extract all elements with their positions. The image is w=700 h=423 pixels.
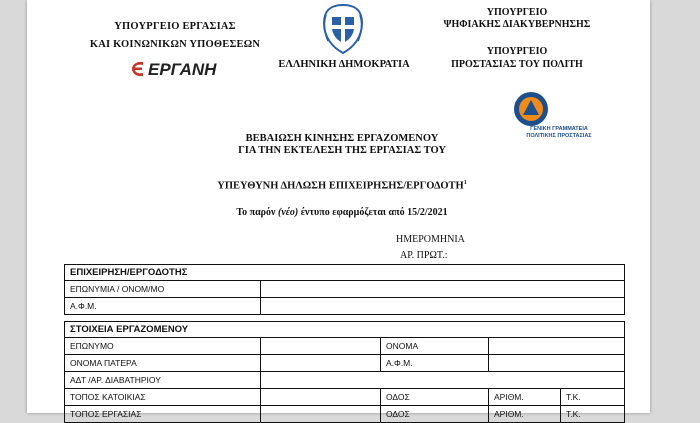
residence-number-label: ΑΡΙΘΜ. (489, 389, 561, 406)
validity-note (177, 207, 507, 218)
employee-heading-row (65, 322, 625, 338)
table-row (65, 355, 625, 372)
surname-field[interactable] (261, 338, 381, 355)
ministry-digital-line1: ΥΠΟΥΡΓΕΙΟ (486, 7, 548, 18)
employer-heading-row (65, 265, 625, 281)
civil-protection-logo-icon (513, 91, 549, 127)
civil-caption-line2: ΠΟΛΙΤΙΚΗΣ ΠΡΟΣΤΑΣΙΑΣ (526, 133, 592, 139)
ministry-labour-line1: ΥΠΟΥΡΓΕΙΟ ΕΡΓΑΣΙΑΣ (114, 21, 236, 32)
ministry-labour-header (70, 18, 280, 54)
table-row (65, 281, 625, 298)
employer-section-heading: ΕΠΙΧΕΙΡΗΣΗ/ΕΡΓΟΔΟΤΗΣ (65, 265, 625, 281)
employer-afm-label: Α.Φ.Μ. (65, 298, 261, 315)
document-title (177, 133, 507, 157)
hellenic-republic-label: ΕΛΛΗΝΙΚΗ ΔΗΜΟΚΡΑΤΙΑ (278, 59, 410, 70)
company-name-field[interactable] (261, 281, 625, 298)
first-name-label: ΟΝΟΜΑ (381, 338, 489, 355)
first-name-field[interactable] (489, 338, 625, 355)
residence-label: ΤΟΠΟΣ ΚΑΤΟΙΚΙΑΣ (65, 389, 261, 406)
ministry-citizen-line1: ΥΠΟΥΡΓΕΙΟ (486, 46, 548, 57)
validity-note-suffix: έντυπο εφαρμόζεται από 15/2/2021 (300, 207, 448, 218)
greek-coat-of-arms-icon (318, 3, 368, 55)
ergani-logo-text: ΕΡΓΑΝΗ (148, 60, 217, 79)
table-row (65, 372, 625, 389)
residence-street-label: ΟΔΟΣ (381, 389, 489, 406)
father-name-field[interactable] (261, 355, 381, 372)
employer-table (64, 264, 625, 315)
date-label: ΗΜΕΡΟΜΗΝΙΑ (396, 234, 465, 245)
father-name-label: ΟΝΟΜΑ ΠΑΤΕΡΑ (65, 355, 261, 372)
surname-label: ΕΠΩΝΥΜΟ (65, 338, 261, 355)
ministry-digital-line2: ΨΗΦΙΑΚΗΣ ΔΙΑΚΥΒΕΡΝΗΣΗΣ (443, 19, 591, 30)
ergani-logo (130, 60, 230, 82)
civil-protection-caption (499, 126, 619, 140)
id-number-field[interactable] (261, 372, 625, 389)
id-number-label: ΑΔΤ /ΑΡ. ΔΙΑΒΑΤΗΡΙΟΥ (65, 372, 261, 389)
validity-note-new: (νέο) (277, 207, 299, 218)
workplace-street-label: ΟΔΟΣ (381, 406, 489, 423)
residence-field[interactable] (261, 389, 381, 406)
ministry-citizen-line2: ΠΡΟΣΤΑΣΙΑΣ ΤΟΥ ΠΟΛΙΤΗ (451, 59, 583, 70)
workplace-number-label: ΑΡΙΘΜ. (489, 406, 561, 423)
validity-note-prefix: Το παρόν (236, 207, 276, 218)
workplace-field[interactable] (261, 406, 381, 423)
document-subtitle-text: ΥΠΕΥΘΥΝΗ ΔΗΛΩΣΗ ΕΠΙΧΕΙΡΗΣΗΣ/ΕΡΓΟΔΟΤΗ (217, 180, 464, 192)
ministry-labour-line2: ΚΑΙ ΚΟΙΝΩΝΙΚΩΝ ΥΠΟΘΕΣΕΩΝ (89, 39, 261, 50)
employee-table (64, 321, 625, 423)
workplace-label: ΤΟΠΟΣ ΕΡΓΑΣΙΑΣ (65, 406, 261, 423)
table-row (65, 338, 625, 355)
document-page (27, 0, 650, 419)
employee-section-heading: ΣΤΟΙΧΕΙΑ ΕΡΓΑΖΟΜΕΝΟΥ (65, 322, 625, 338)
subtitle-footnote-marker: 1 (463, 180, 467, 186)
employee-afm-label: Α.Φ.Μ. (381, 355, 489, 372)
employer-afm-field[interactable] (261, 298, 625, 315)
protocol-number-label: ΑΡ. ΠΡΩΤ.: (400, 250, 448, 261)
workplace-postcode-label: Τ.Κ. (561, 406, 625, 423)
ministry-digital-header (422, 7, 612, 31)
table-row (65, 406, 625, 423)
table-row (65, 389, 625, 406)
document-title-line1: ΒΕΒΑΙΩΣΗ ΚΙΝΗΣΗΣ ΕΡΓΑΖΟΜΕΝΟΥ (245, 133, 439, 144)
ministry-citizen-protection-header (422, 45, 612, 71)
civil-caption-line1: ΓΕΝΙΚΗ ΓΡΑΜΜΑΤΕΙΑ (530, 126, 588, 132)
residence-postcode-label: Τ.Κ. (561, 389, 625, 406)
company-name-label: ΕΠΩΝΥΜΙΑ / ΟΝΟΜ/ΜΟ (65, 281, 261, 298)
document-subtitle (177, 180, 507, 192)
ergani-logo-icon (130, 60, 146, 78)
table-row (65, 298, 625, 315)
employee-afm-field[interactable] (489, 355, 625, 372)
document-title-line2: ΓΙΑ ΤΗΝ ΕΚΤΕΛΕΣΗ ΤΗΣ ΕΡΓΑΣΙΑΣ ΤΟΥ (238, 145, 446, 156)
